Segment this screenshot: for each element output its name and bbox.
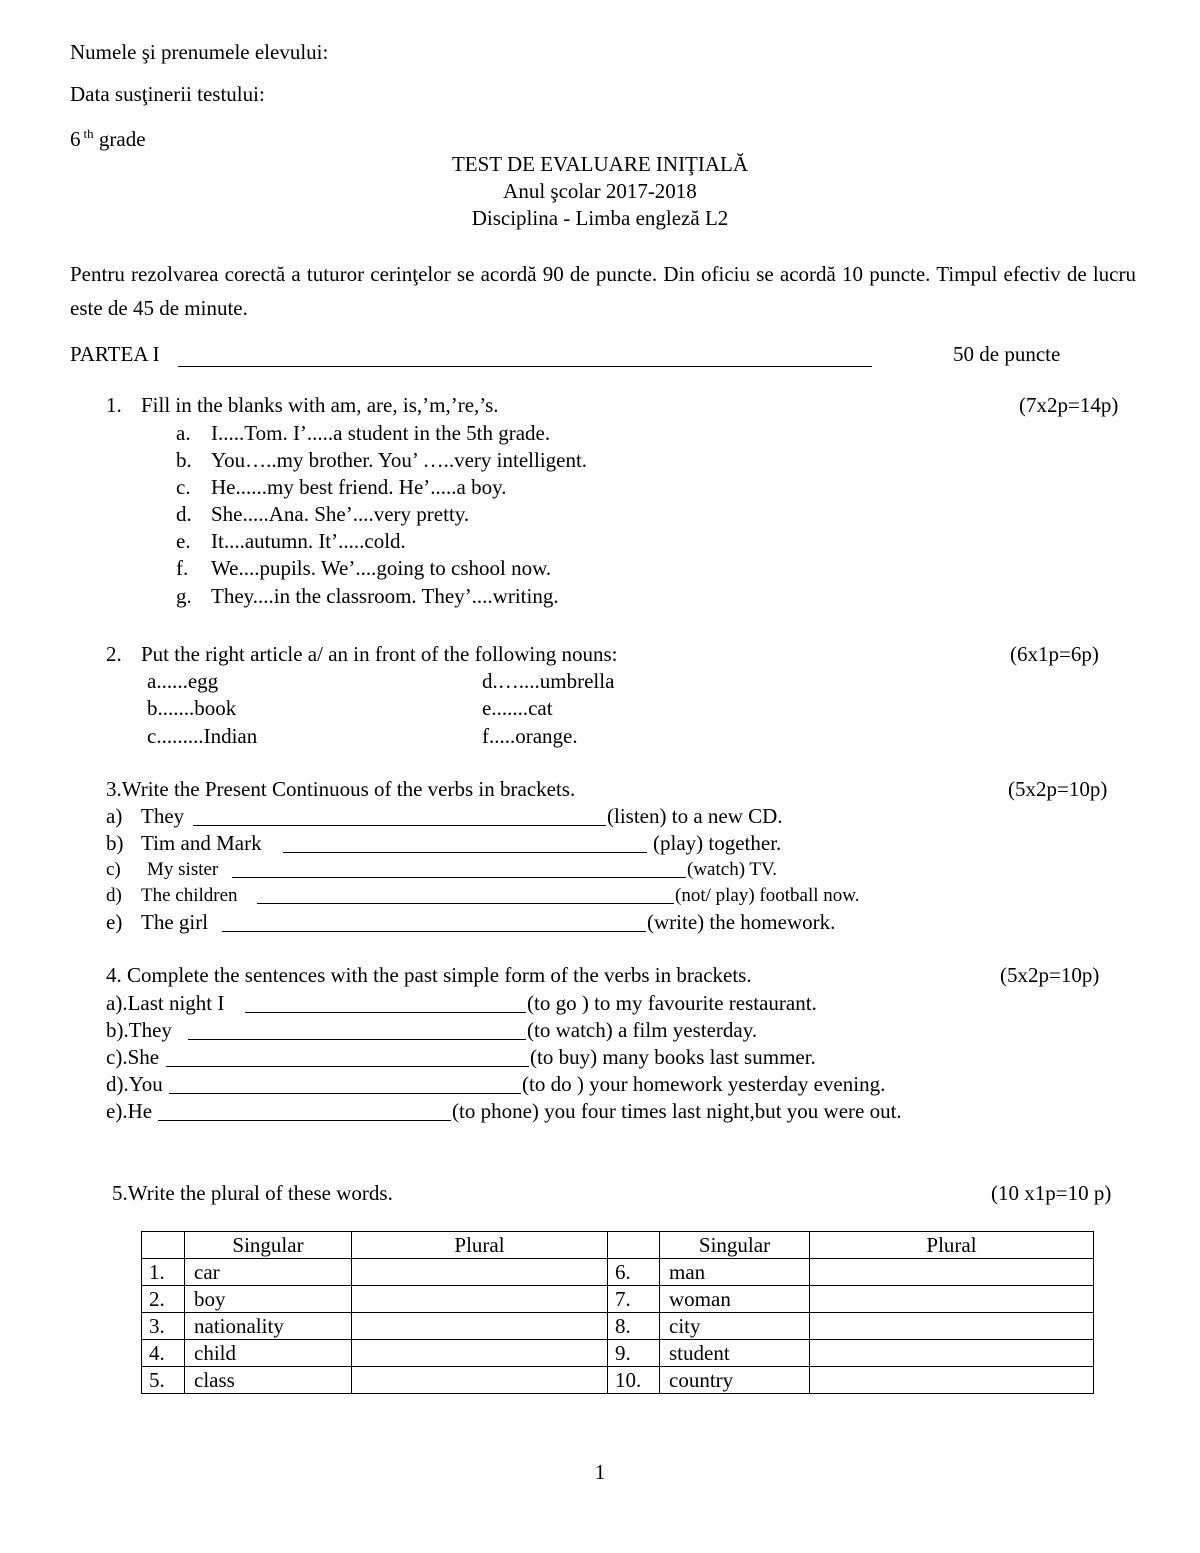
row-number: 3.	[142, 1313, 185, 1340]
ex1-item: They....in the classroom. They’....writing.	[211, 584, 559, 608]
answer-line[interactable]	[232, 877, 686, 878]
ex2-item: f.....orange.	[482, 724, 578, 748]
ex3-letter: e)	[106, 910, 123, 934]
ex4-score: (5x2p=10p)	[1000, 963, 1100, 987]
row-number: 2.	[142, 1286, 185, 1313]
singular-word: student	[660, 1340, 810, 1367]
ex3-after: (not/ play) football now.	[675, 885, 860, 906]
ex3-letter: d)	[106, 885, 122, 906]
ex1-item: We....pupils. We’....going to cshool now.	[211, 556, 552, 580]
ex1-item: I.....Tom. I’.....a student in the 5th grade.	[211, 421, 551, 445]
plural-answer-cell[interactable]	[810, 1259, 1094, 1286]
answer-line[interactable]	[166, 1066, 529, 1067]
ex3-before: The children	[141, 885, 238, 906]
table-cell	[608, 1232, 660, 1259]
row-number: 4.	[142, 1340, 185, 1367]
ex1-item: He......my best friend. He’.....a boy.	[211, 475, 507, 499]
plural-table	[141, 1231, 1094, 1394]
ex3-after: (watch) TV.	[687, 859, 778, 880]
plural-answer-cell[interactable]	[352, 1259, 608, 1286]
ex4-before: e).He	[106, 1099, 153, 1123]
table-row	[142, 1313, 1094, 1340]
col-plural: Plural	[810, 1232, 1094, 1259]
ex2-item: a......egg	[147, 669, 219, 693]
ex2-score: (6x1p=6p)	[1010, 642, 1099, 666]
row-number: 10.	[608, 1367, 660, 1394]
singular-word: class	[185, 1367, 352, 1394]
answer-line[interactable]	[188, 1039, 526, 1040]
ex1-letter: c.	[176, 475, 191, 499]
table-row	[142, 1340, 1094, 1367]
row-number: 8.	[608, 1313, 660, 1340]
row-number: 5.	[142, 1367, 185, 1394]
singular-word: child	[185, 1340, 352, 1367]
table-row	[142, 1259, 1094, 1286]
ex1-letter: b.	[176, 448, 192, 472]
singular-word: woman	[660, 1286, 810, 1313]
ex2-item: d.…....umbrella	[482, 669, 615, 693]
answer-line[interactable]	[283, 852, 647, 853]
ex4-after: (to buy) many books last summer.	[530, 1045, 816, 1069]
ex3-before: My sister	[147, 859, 219, 880]
test-title: TEST DE EVALUARE INIŢIALĂ	[451, 152, 749, 176]
ex1-letter: g.	[176, 584, 192, 608]
school-year: Anul şcolar 2017-2018	[503, 179, 697, 203]
ex1-score: (7x2p=14p)	[1019, 393, 1119, 417]
col-singular: Singular	[185, 1232, 352, 1259]
ex3-before: The girl	[141, 910, 209, 934]
row-number: 9.	[608, 1340, 660, 1367]
ex3-before: They	[141, 804, 185, 828]
subject-line: Disciplina - Limba engleză L2	[471, 206, 729, 230]
grade-number: 6	[70, 127, 81, 151]
intro-paragraph: Pentru rezolvarea corectă a tuturor cerinţelor se acordă 90 de puncte. Din oficiu se acordă 10 puncte. Timpul efectiv de lucru este de 45 de minute.	[70, 262, 1136, 320]
ex1-item: It....autumn. It’.....cold.	[211, 529, 406, 553]
ex4-before: d).You	[106, 1072, 163, 1096]
student-name-label: Numele şi prenumele elevului:	[70, 40, 329, 64]
ex1-letter: e.	[176, 529, 191, 553]
grade-word: grade	[98, 127, 146, 151]
singular-word: car	[185, 1259, 352, 1286]
singular-word: city	[660, 1313, 810, 1340]
ex1-instruction: Fill in the blanks with am, are, is,’m,’re,’s.	[141, 393, 499, 417]
ex1-letter: a.	[176, 421, 191, 445]
ex3-letter: a)	[106, 804, 123, 828]
plural-answer-cell[interactable]	[352, 1313, 608, 1340]
row-number: 7.	[608, 1286, 660, 1313]
ex4-after: (to go ) to my favourite restaurant.	[527, 991, 817, 1015]
ex3-after: (write) the homework.	[647, 910, 836, 934]
answer-line[interactable]	[193, 825, 606, 826]
table-row	[142, 1286, 1094, 1313]
col-singular: Singular	[660, 1232, 810, 1259]
table-row	[142, 1367, 1094, 1394]
ex1-item: She.....Ana. She’....very pretty.	[211, 502, 470, 526]
row-number: 1.	[142, 1259, 185, 1286]
ex3-score: (5x2p=10p)	[1008, 777, 1108, 801]
ex3-after: (listen) to a new CD.	[607, 804, 783, 828]
answer-line[interactable]	[158, 1120, 451, 1121]
grade-label	[70, 127, 146, 150]
plural-answer-cell[interactable]	[810, 1340, 1094, 1367]
ex3-instruction: 3.Write the Present Continuous of the verbs in brackets.	[106, 777, 576, 801]
plural-answer-cell[interactable]	[352, 1340, 608, 1367]
plural-answer-cell[interactable]	[810, 1286, 1094, 1313]
singular-word: nationality	[185, 1313, 352, 1340]
ex4-after: (to do ) your homework yesterday evening.	[522, 1072, 886, 1096]
plural-answer-cell[interactable]	[810, 1367, 1094, 1394]
ex2-item: e.......cat	[482, 696, 553, 720]
part-points: 50 de puncte	[953, 342, 1061, 366]
table-cell	[142, 1232, 185, 1259]
table-header-row	[142, 1232, 1094, 1259]
row-number: 6.	[608, 1259, 660, 1286]
ex4-before: a).Last night I	[106, 991, 225, 1015]
plural-answer-cell[interactable]	[810, 1313, 1094, 1340]
answer-line[interactable]	[257, 903, 674, 904]
ex2-item: b.......book	[147, 696, 237, 720]
answer-line[interactable]	[222, 931, 646, 932]
ex4-before: b).They	[106, 1018, 172, 1042]
part-underline	[178, 366, 872, 367]
ex4-after: (to phone) you four times last night,but you were out.	[452, 1099, 902, 1123]
singular-word: country	[660, 1367, 810, 1394]
ex2-item: c.........Indian	[147, 724, 258, 748]
ex5-instruction: 5.Write the plural of these words.	[112, 1181, 393, 1205]
part-label: PARTEA I	[70, 342, 160, 366]
grade-superscript: th	[83, 126, 94, 141]
ex3-after: (play) together.	[653, 831, 782, 855]
ex4-instruction: 4. Complete the sentences with the past simple form of the verbs in brackets.	[106, 963, 752, 987]
ex5-score: (10 x1p=10 p)	[991, 1181, 1112, 1205]
page-number: 1	[594, 1460, 606, 1484]
ex3-before: Tim and Mark	[141, 831, 262, 855]
plural-answer-cell[interactable]	[352, 1286, 608, 1313]
ex4-after: (to watch) a film yesterday.	[527, 1018, 758, 1042]
ex1-letter: d.	[176, 502, 192, 526]
test-date-label: Data susţinerii testului:	[70, 82, 265, 106]
ex1-letter: f.	[176, 556, 189, 580]
singular-word: man	[660, 1259, 810, 1286]
col-plural: Plural	[352, 1232, 608, 1259]
singular-word: boy	[185, 1286, 352, 1313]
ex2-number: 2.	[106, 642, 122, 666]
ex3-letter: c)	[106, 859, 121, 880]
ex1-item: You…..my brother. You’ …..very intelligent.	[211, 448, 588, 472]
plural-answer-cell[interactable]	[352, 1367, 608, 1394]
answer-line[interactable]	[169, 1093, 521, 1094]
ex2-instruction: Put the right article a/ an in front of the following nouns:	[141, 642, 618, 666]
answer-line[interactable]	[245, 1012, 526, 1013]
ex1-number: 1.	[106, 393, 122, 417]
ex4-before: c).She	[106, 1045, 160, 1069]
ex3-letter: b)	[106, 831, 124, 855]
